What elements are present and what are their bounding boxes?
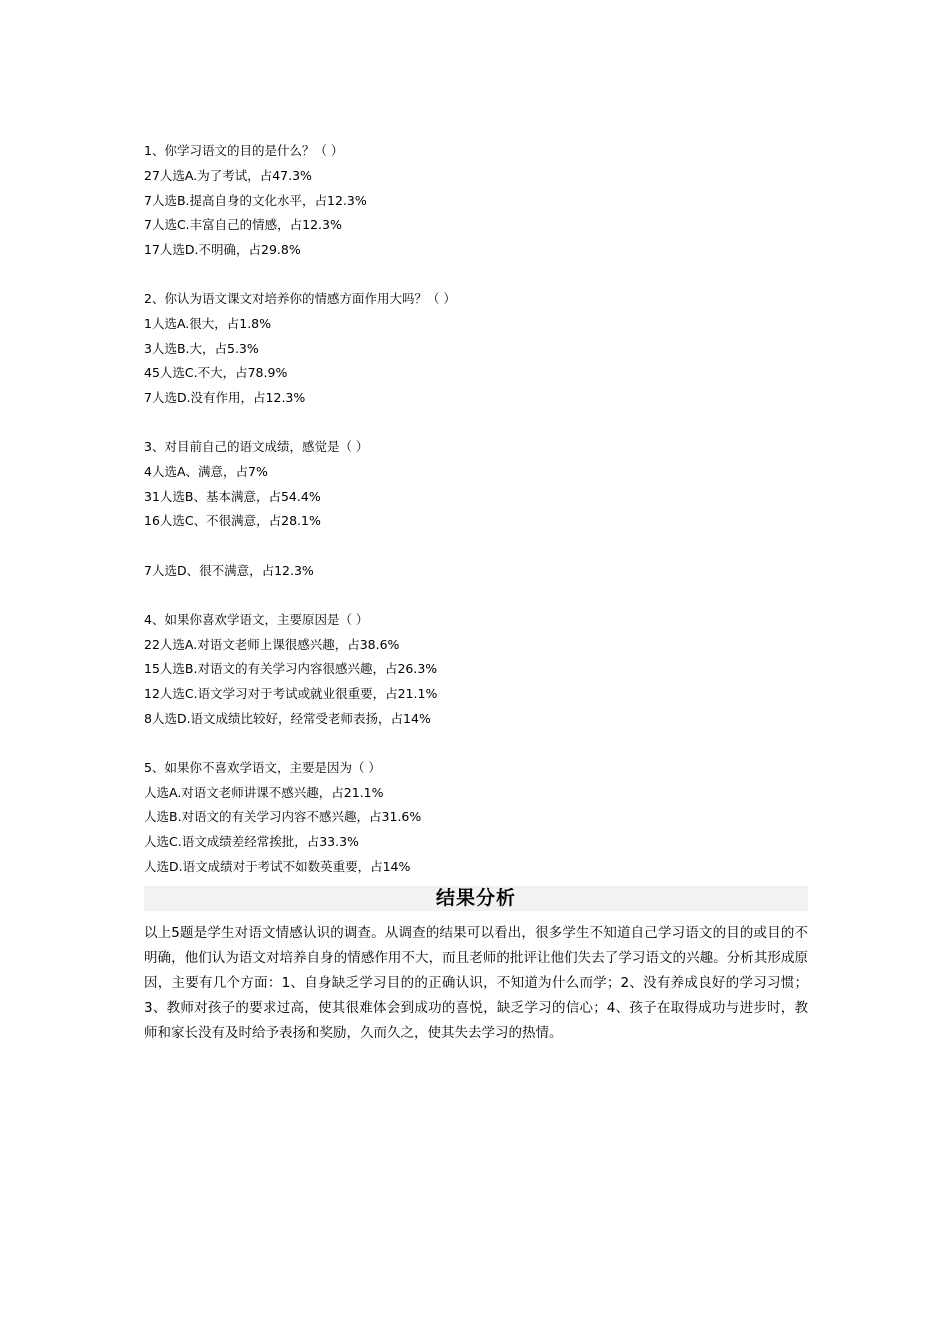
question-option: 17人选D.不明确，占29.8% bbox=[144, 242, 301, 258]
question-option: 27人选A.为了考试，占47.3% bbox=[144, 167, 312, 183]
question-option: 3人选B.大，占5.3% bbox=[144, 340, 259, 356]
question-2 bbox=[144, 287, 808, 411]
question-title: 5、如果你不喜欢学语文，主要是因为（ ） bbox=[144, 759, 381, 775]
question-option: 7人选B.提高自身的文化水平，占12.3% bbox=[144, 192, 367, 208]
analysis-paragraph: 以上5题是学生对语文情感认识的调查。从调查的结果可以看出，很多学生不知道自己学习语文的目的或目的不明确，他们认为语文对培养自身的情感作用不大，而且老师的批评让他们失去了学习语文的兴趣。分析其形成原因，主要有几个方面：1、自身缺乏学习目的的正确认识，不知道为什么而学；2、没有养成良好的学习习惯；3、教师对孩子的要求过高，使其很难体会到成功的喜悦，缺乏学习的信心；4、孩子在取得成功与进步时，教师和家长没有及时给予表扬和奖励，久而久之，使其失去学习的热情。 bbox=[144, 924, 808, 1041]
section-heading: 结果分析 bbox=[144, 886, 808, 911]
question-title: 4、如果你喜欢学语文，主要原因是（ ） bbox=[144, 611, 369, 627]
question-option: 1人选A.很大，占1.8% bbox=[144, 315, 272, 331]
question-4 bbox=[144, 608, 808, 732]
question-option: 人选D.语文成绩对于考试不如数英重要，占14% bbox=[144, 858, 411, 874]
question-option: 12人选C.语文学习对于考试或就业很重要，占21.1% bbox=[144, 686, 438, 702]
question-3 bbox=[144, 435, 808, 584]
question-1 bbox=[144, 139, 808, 263]
question-option: 人选A.对语文老师讲课不感兴趣，占21.1% bbox=[144, 784, 384, 800]
blank-line bbox=[144, 534, 808, 559]
question-option: 7人选D、很不满意，占12.3% bbox=[144, 562, 314, 578]
question-option: 8人选D.语文成绩比较好，经常受老师表扬，占14% bbox=[144, 710, 431, 726]
question-option: 45人选C.不大，占78.9% bbox=[144, 365, 288, 381]
question-option: 4人选A、满意，占7% bbox=[144, 463, 268, 479]
question-title: 2、你认为语文课文对培养你的情感方面作用大吗？（ ） bbox=[144, 290, 456, 306]
survey-document bbox=[144, 139, 808, 1046]
question-option: 7人选D.没有作用，占12.3% bbox=[144, 390, 306, 406]
question-5 bbox=[144, 756, 808, 880]
question-option: 7人选C.丰富自己的情感，占12.3% bbox=[144, 217, 342, 233]
question-option: 22人选A.对语文老师上课很感兴趣，占38.6% bbox=[144, 636, 400, 652]
question-option: 16人选C、不很满意，占28.1% bbox=[144, 513, 321, 529]
question-option: 人选C.语文成绩差经常挨批，占33.3% bbox=[144, 834, 359, 850]
question-option: 人选B.对语文的有关学习内容不感兴趣，占31.6% bbox=[144, 809, 422, 825]
question-title: 1、你学习语文的目的是什么？（ ） bbox=[144, 143, 344, 158]
question-title: 3、对目前自己的语文成绩，感觉是（ ） bbox=[144, 438, 369, 454]
question-option: 15人选B.对语文的有关学习内容很感兴趣，占26.3% bbox=[144, 661, 438, 677]
question-option: 31人选B、基本满意，占54.4% bbox=[144, 488, 321, 504]
